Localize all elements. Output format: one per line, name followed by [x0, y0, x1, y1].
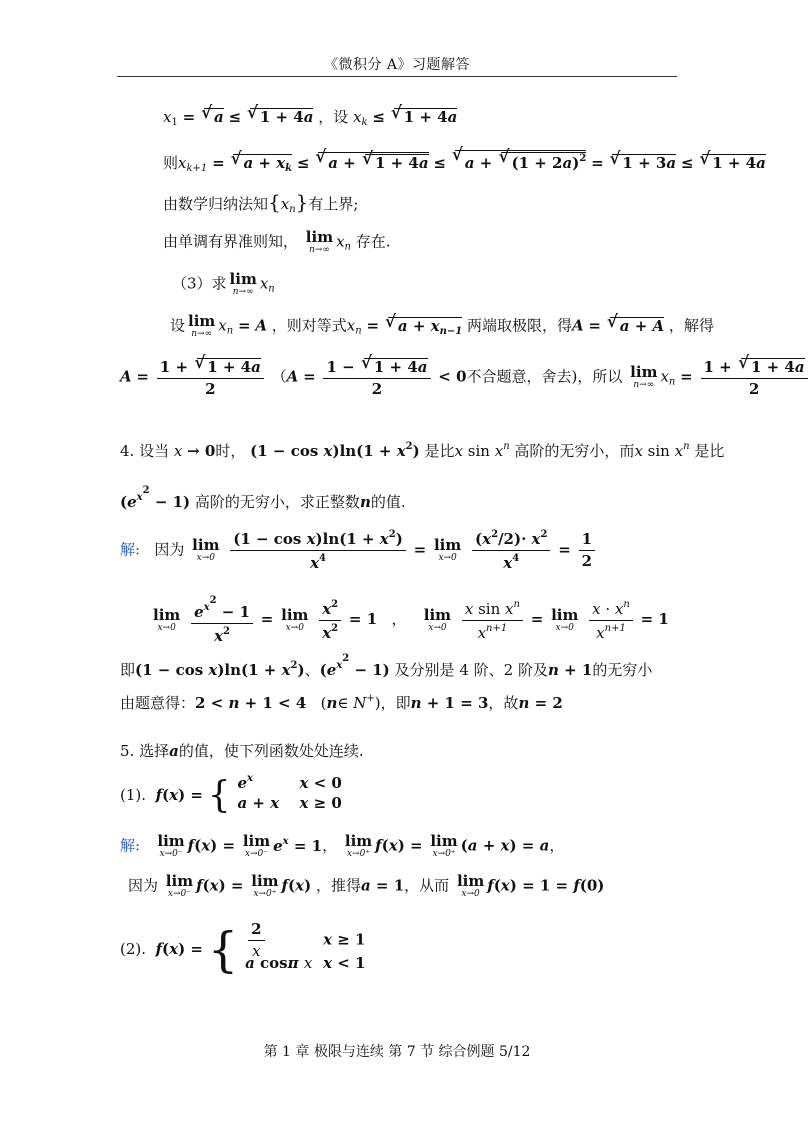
q5-part2: (2). f(x) = { $\frac{2}{x}$ x ≥ 1 a cosπ x x < 1 — [120, 920, 366, 978]
line-set-limit: 设 lim n→∞ $x_n = A$ ，则对等式$x_n$ = √ $a + x_{n-1}$ 两端取极限，得A = √ a + A ，解得 — [170, 314, 714, 339]
page-header: 《微积分 A》习题解答 — [323, 57, 471, 73]
q5-solution-1: 解: lim x→0⁻ f(x) = lim x→0⁻ $e^x = 1$， lim x→0⁺ f(x) = lim x→0⁺ (a + x) = a， — [120, 832, 565, 859]
line-x1-bound: $x_1$ = √ a ≤ √ 1 + 4a ，设 $x_k$ ≤ √ 1 + 4a — [163, 108, 457, 128]
q4-solution-1: 解: 因为 lim x→0 $\frac{(1 - \cos x)\ln(1 + x^2)}{x^4}$ = lim x→0 $\frac{(x^2/2)\cdot x^2}{x^4}$ = $\frac{1}{2}$ — [120, 530, 598, 571]
line-xk1-bound: 则$x_{k+1}$ = √ $a + x_k$ ≤ √ a + √ 1 + 4a ≤ √ a + √ $(1 + 2a)^2$ = √ 1 + 3a ≤ √ 1 + 4a — [163, 150, 766, 174]
line-induction: 由数学归纳法知$\{x_n\}$有上界; — [163, 190, 359, 215]
q5-solution-2: 因为 lim x→0⁻ f(x) = lim x→0⁺ f(x) ，推得a = 1，从而 lim x→0 f(x) = 1 = f(0) — [128, 872, 605, 899]
q5-part1: (1). f(x) = { $e^x$ x < 0 a + x x ≥ 0 — [120, 773, 342, 816]
header-rule — [117, 76, 677, 77]
solution-label: 解: — [120, 540, 141, 559]
q4-solution-4: 由题意得：2 < n + 1 < 4 (n∈ N+)，即n + 1 = 3，故n = 2 — [120, 693, 563, 712]
page-footer: 第 1 章 极限与连续 第 7 节 综合例题 5/12 — [263, 1044, 531, 1060]
q4-statement-1: 4. 设当 x → 0时， $(1 - \cos x)\ln(1 + x^2)$ 是比x $\sin x^n$ 高阶的无穷小，而x $\sin x^n$ 是比 — [120, 441, 725, 460]
q4-solution-2: lim x→0 $\frac{e^{x^2} - 1}{x^2}$ = lim x→0 $\frac{x^2}{x^2}$ = 1 ， lim x→0 $\frac{x \sin x^n}{x^{n+1}}$ = lim x→0 $\frac{x \cdot x^n}{x^{n+1}}$ = 1 — [153, 595, 669, 645]
line-solution-A: A = $\frac{1 + √ 1 + 4a}{2}$ （A = $\frac{1 - √ 1 + 4a}{2}$ < 0不合题意，舍去)，所以 lim n→∞ $x_n$ = $\frac{1 + √ 1 + 4a}{2}$ — [120, 358, 811, 397]
q5-statement: 5. 选择a的值，使下列函数处处连续. — [120, 742, 364, 760]
q4-solution-3: 即$(1 - \cos x)\ln(1 + x^2)$、$(e^{x^2} - 1)$ 及分别是 4 阶、2 阶及n + 1的无穷小 — [120, 653, 653, 679]
line-part3: （3）求 lim n→∞ $x_n$ — [172, 270, 275, 297]
line-monotone: 由单调有界准则知， lim n→∞ $x_n$ 存在. — [163, 228, 391, 255]
q4-statement-2: $(e^{x^2} - 1)$ 高阶的无穷小，求正整数n的值. — [120, 485, 406, 511]
